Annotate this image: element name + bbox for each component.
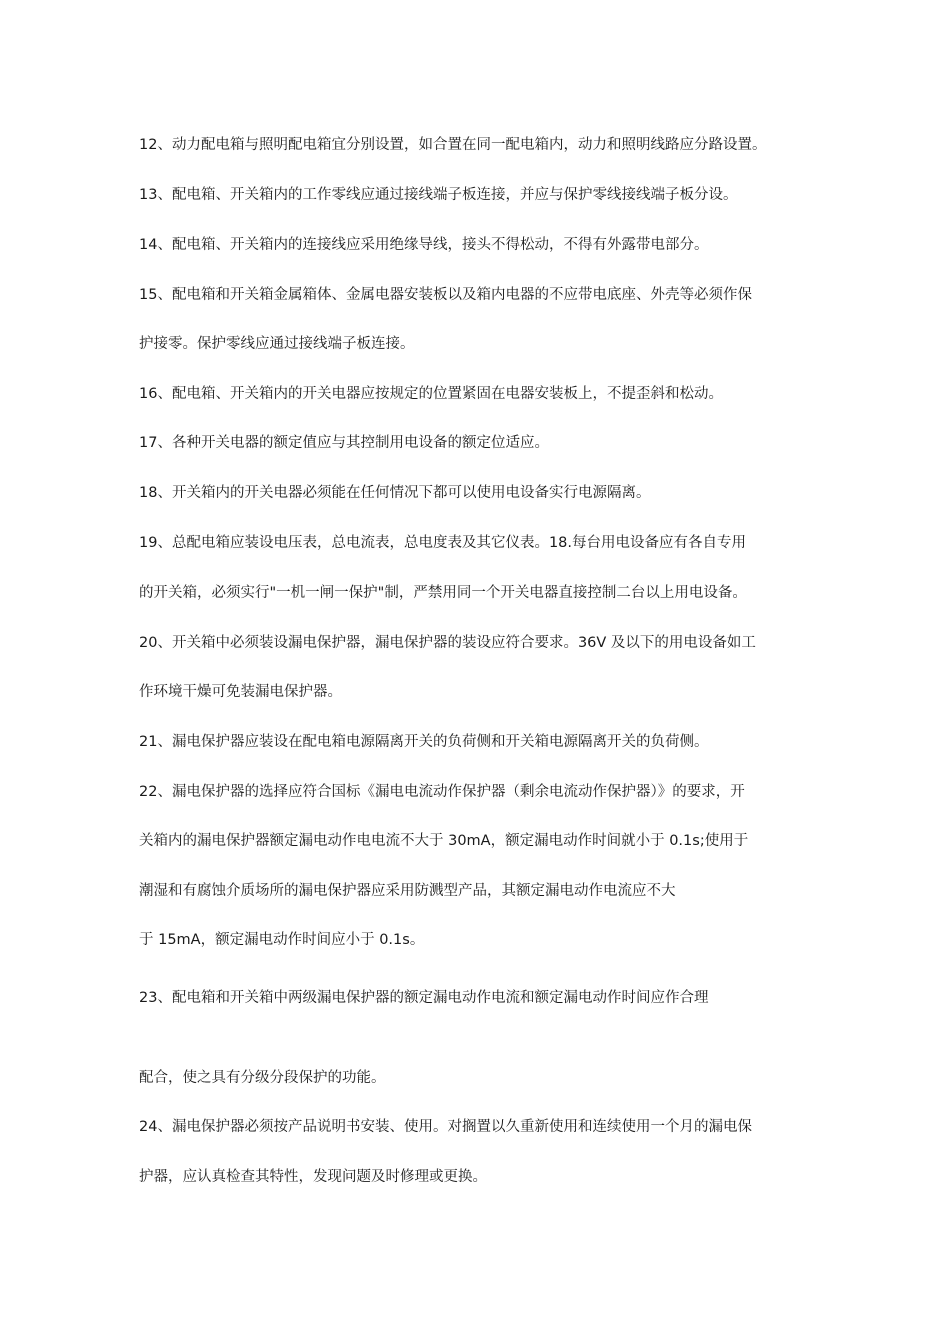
paragraph-line: 护器，应认真检查其特性，发现问题及时修理或更换。	[139, 1169, 487, 1185]
paragraph-line: 12、动力配电箱与照明配电箱宜分别设置，如合置在同一配电箱内，动力和照明线路应分路设置。	[139, 137, 767, 153]
paragraph-line: 22、漏电保护器的选择应符合国标《漏电电流动作保护器（剩余电流动作保护器）》的要求，开	[139, 784, 745, 800]
paragraph-line: 配合，使之具有分级分段保护的功能。	[139, 1070, 386, 1086]
paragraph-line: 19、总配电箱应装设电压表，总电流表，总电度表及其它仪表。18.每台用电设备应有各自专用	[139, 535, 747, 551]
paragraph-line: 的开关箱，必须实行"一机一闸一保护"制，严禁用同一个开关电器直接控制二台以上用电设备。	[139, 585, 747, 601]
paragraph-line: 潮湿和有腐蚀介质场所的漏电保护器应采用防溅型产品，其额定漏电动作电流应不大	[139, 883, 676, 899]
paragraph-line: 15、配电箱和开关箱金属箱体、金属电器安装板以及箱内电器的不应带电底座、外壳等必须作保	[139, 287, 752, 303]
paragraph-line: 16、配电箱、开关箱内的开关电器应按规定的位置紧固在电器安装板上，不提歪斜和松动。	[139, 386, 723, 402]
paragraph-line: 13、配电箱、开关箱内的工作零线应通过接线端子板连接，并应与保护零线接线端子板分设。	[139, 187, 738, 203]
paragraph-line: 14、配电箱、开关箱内的连接线应采用绝缘导线，接头不得松动，不得有外露带电部分。	[139, 237, 709, 253]
paragraph-line: 作环境干燥可免装漏电保护器。	[139, 684, 342, 700]
paragraph-line: 于 15mA，额定漏电动作时间应小于 0.1s。	[139, 932, 425, 948]
paragraph-line: 20、开关箱中必须装设漏电保护器，漏电保护器的装设应符合要求。36V 及以下的用电设备如工	[139, 635, 756, 651]
paragraph-line: 关箱内的漏电保护器额定漏电动作电电流不大于 30mA，额定漏电动作时间就小于 0.1s;使用于	[139, 833, 749, 849]
paragraph-line: 护接零。保护零线应通过接线端子板连接。	[139, 336, 415, 352]
paragraph-line: 18、开关箱内的开关电器必须能在任何情况下都可以使用电设备实行电源隔离。	[139, 485, 651, 501]
paragraph-line: 23、配电箱和开关箱中两级漏电保护器的额定漏电动作电流和额定漏电动作时间应作合理	[139, 990, 709, 1006]
paragraph-line: 21、漏电保护器应装设在配电箱电源隔离开关的负荷侧和开关箱电源隔离开关的负荷侧。	[139, 734, 709, 750]
paragraph-line: 17、各种开关电器的额定值应与其控制用电设备的额定位适应。	[139, 435, 549, 451]
paragraph-line: 24、漏电保护器必须按产品说明书安装、使用。对搁置以久重新使用和连续使用一个月的漏电保	[139, 1119, 752, 1135]
